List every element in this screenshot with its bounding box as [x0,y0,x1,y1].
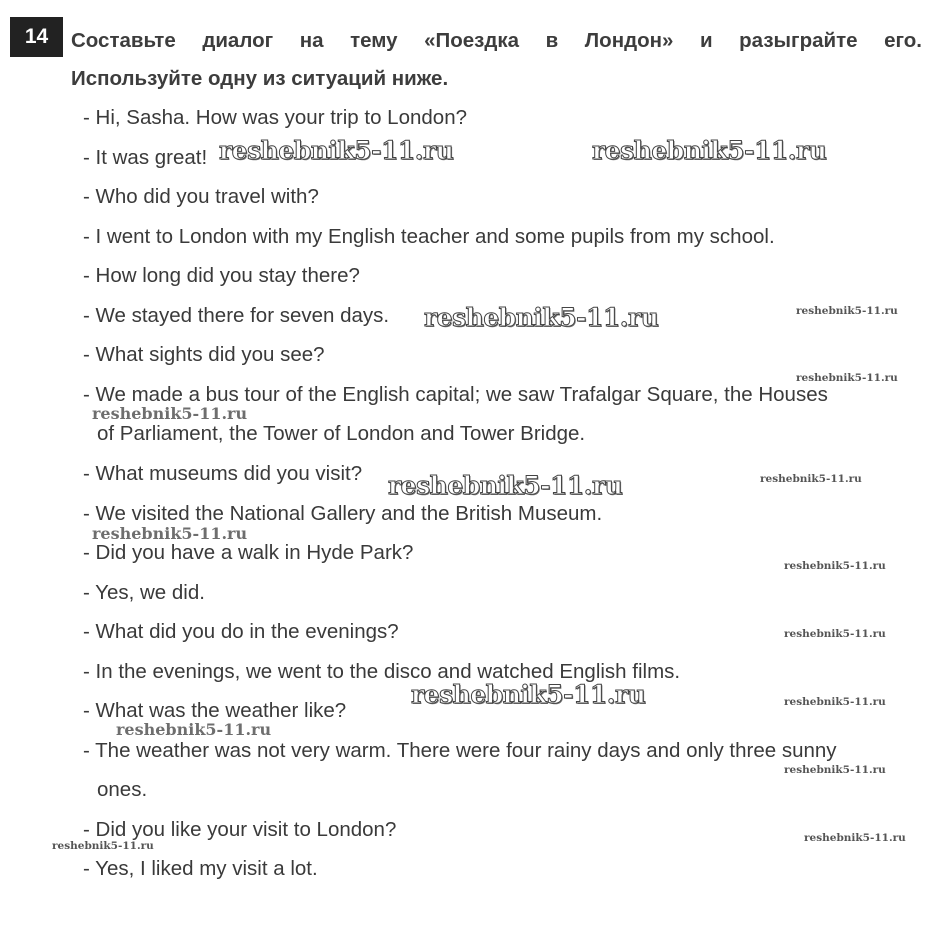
watermark: reshebnik5-11.ru [784,628,886,640]
task-instructions [71,22,922,98]
dialogue-line: - In the evenings, we went to the disco and watched English films. [83,660,681,683]
watermark: reshebnik5-11.ru [796,305,898,317]
task-number: 14 [10,17,63,57]
watermark: reshebnik5-11.ru [784,764,886,776]
dialogue-line: - Who did you travel with? [83,185,319,208]
watermark: reshebnik5-11.ru [92,524,248,543]
dialogue-line: ones. [97,778,148,801]
watermark: reshebnik5-11.ru [760,473,862,485]
dialogue-line: - Yes, we did. [83,581,205,604]
dialogue-line: - What sights did you see? [83,343,325,366]
dialogue-line: - We visited the National Gallery and the British Museum. [83,502,603,525]
dialogue-line: - Did you have a walk in Hyde Park? [83,541,414,564]
dialogue-line: - What museums did you visit? [83,462,363,485]
dialogue-line: - We made a bus tour of the English capital; we saw Trafalgar Square, the Houses [83,383,828,406]
dialogue-line: - We stayed there for seven days. [83,304,390,327]
watermark: reshebnik5-11.ru [411,680,646,709]
watermark: reshebnik5-11.ru [116,720,272,739]
dialogue-line: - How long did you stay there? [83,264,360,287]
task-instruction-line-1: Составьте диалог на тему «Поездка в Лондон» и разыграйте его. [71,29,922,52]
dialogue-line: - Yes, I liked my visit a lot. [83,857,318,880]
dialogue-line: - Hi, Sasha. How was your trip to London? [83,106,467,129]
watermark: reshebnik5-11.ru [784,696,886,708]
dialogue-line: - What did you do in the evenings? [83,620,399,643]
watermark: reshebnik5-11.ru [784,560,886,572]
dialogue-line: - What was the weather like? [83,699,347,722]
watermark: reshebnik5-11.ru [804,832,906,844]
watermark: reshebnik5-11.ru [388,471,623,500]
watermark: reshebnik5-11.ru [796,372,898,384]
dialogue-line: - I went to London with my English teacher and some pupils from my school. [83,225,775,248]
watermark: reshebnik5-11.ru [219,136,454,165]
dialogue-line: - Did you like your visit to London? [83,818,397,841]
dialogue-line: - It was great! [83,146,208,169]
task-instruction-line-2: Используйте одну из ситуаций ниже. [71,67,449,90]
watermark: reshebnik5-11.ru [592,136,827,165]
dialogue-line: - The weather was not very warm. There were four rainy days and only three sunny [83,739,837,762]
watermark: reshebnik5-11.ru [52,840,154,852]
dialogue-line: of Parliament, the Tower of London and Tower Bridge. [97,422,586,445]
watermark: reshebnik5-11.ru [92,404,248,423]
watermark: reshebnik5-11.ru [424,303,659,332]
